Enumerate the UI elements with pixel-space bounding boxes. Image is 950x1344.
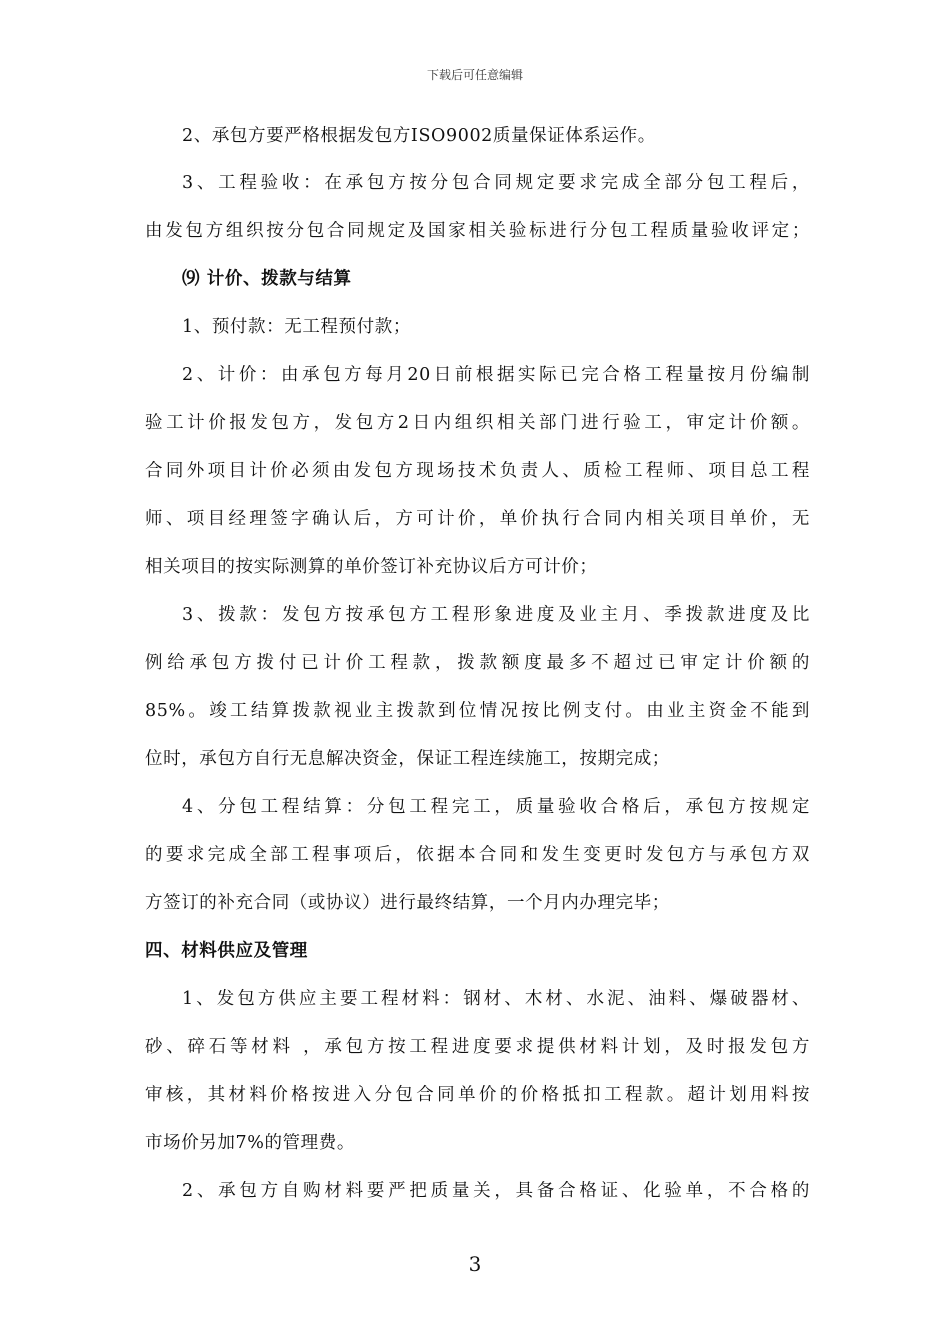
section-heading: ⑼ 计价、拨款与结算 (182, 269, 352, 289)
paragraph-line: 相关项目的按实际测算的单价签订补充协议后方可计价； (145, 557, 598, 577)
paragraph-line: 合同外项目计价必须由发包方现场技术负责人、质检工程师、项目总工程 (145, 461, 810, 481)
paragraph-line: 市场价另加7%的管理费。 (145, 1133, 355, 1153)
paragraph-line: 1、发包方供应主要工程材料：钢材、木材、水泥、油料、爆破器材、 (182, 989, 810, 1009)
page-header: 下载后可任意编辑 (426, 68, 523, 82)
paragraph-line: 1、预付款：无工程预付款； (182, 317, 411, 337)
section-heading: 四、材料供应及管理 (145, 941, 308, 961)
paragraph-line: 由发包方组织按分包合同规定及国家相关验标进行分包工程质量验收评定； (145, 221, 810, 241)
paragraph-line: 85%。竣工结算拨款视业主拨款到位情况按比例支付。由业主资金不能到 (145, 701, 810, 721)
paragraph-line: 4、分包工程结算：分包工程完工，质量验收合格后，承包方按规定 (182, 797, 810, 817)
paragraph-line: 2、计价：由承包方每月20日前根据实际已完合格工程量按月份编制 (182, 365, 810, 385)
paragraph-line: 验工计价报发包方，发包方2日内组织相关部门进行验工，审定计价额。 (145, 413, 810, 433)
paragraph-line: 3、工程验收：在承包方按分包合同规定要求完成全部分包工程后， (182, 173, 810, 193)
paragraph-line: 位时，承包方自行无息解决资金，保证工程连续施工，按期完成； (145, 749, 670, 769)
paragraph-line: 2、承包方要严格根据发包方ISO9002质量保证体系运作。 (182, 126, 656, 146)
paragraph-line: 的要求完成全部工程事项后，依据本合同和发生变更时发包方与承包方双 (145, 845, 810, 865)
paragraph-line: 审核，其材料价格按进入分包合同单价的价格抵扣工程款。超计划用料按 (145, 1085, 810, 1105)
paragraph-line: 师、项目经理签字确认后，方可计价，单价执行合同内相关项目单价，无 (145, 509, 810, 529)
paragraph-line: 例给承包方拨付已计价工程款，拨款额度最多不超过已审定计价额的 (145, 653, 810, 673)
paragraph-line: 2、承包方自购材料要严把质量关，具备合格证、化验单，不合格的 (182, 1181, 810, 1201)
paragraph-line: 方签订的补充合同（或协议）进行最终结算，一个月内办理完毕； (145, 893, 670, 913)
paragraph-line: 3、拨款：发包方按承包方工程形象进度及业主月、季拨款进度及比 (182, 605, 810, 625)
paragraph-line: 砂、碎石等材料 ，承包方按工程进度要求提供材料计划，及时报发包方 (145, 1037, 810, 1057)
page-number: 3 (468, 1252, 482, 1276)
